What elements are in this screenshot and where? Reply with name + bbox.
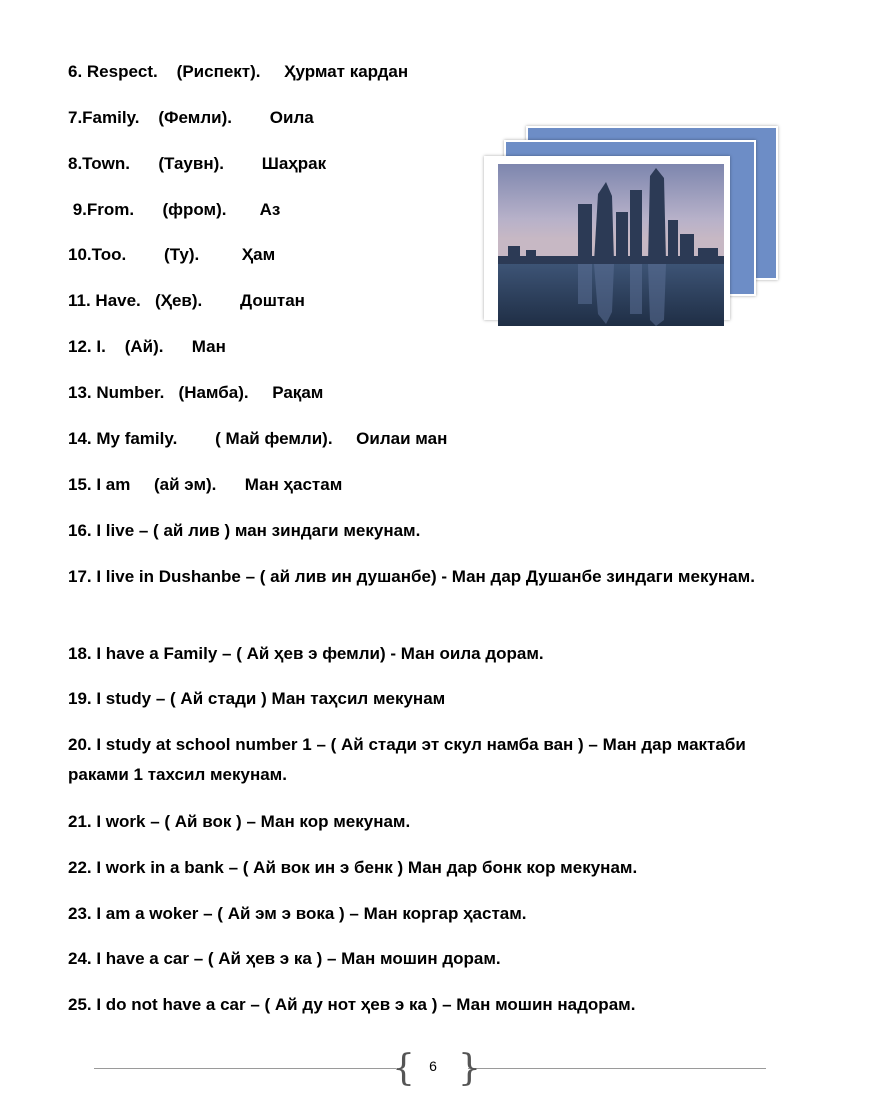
footer-rule-left [94,1068,396,1069]
vocab-line-23: 23. I am a woker – ( Ай эм э вока ) – Ман коргар ҳастам. [68,904,527,923]
vocab-line-22: 22. I work in a bank – ( Ай вок ин э бенк ) Ман дар бонк кор мекунам. [68,858,638,877]
vocab-line-7: 7.Family. (Фемли). Оила [68,108,314,127]
footer-right-brace-icon: } [458,1048,481,1089]
vocab-line-15: 15. I am (ай эм). Ман ҳастам [68,475,343,494]
page-number: 6 [429,1058,437,1074]
vocab-line-8: 8.Town. (Таувн). Шаҳрак [68,154,327,173]
vocab-line-13: 13. Number. (Намба). Рақам [68,383,324,402]
city-photo-stack [484,126,780,326]
footer-rule-right [468,1068,766,1069]
vocab-line-9: 9.From. (фром). Аз [68,200,281,219]
vocab-line-6: 6. Respect. (Риспект). Ҳурмат кардан [68,62,409,81]
photo-frame-front [484,156,730,320]
vocab-line-11: 11. Have. (Ҳев). Доштан [68,291,305,310]
vocab-line-18: 18. I have a Family – ( Ай ҳев э фемли) - Ман оила дорам. [68,644,544,663]
vocab-line-12: 12. I. (Ай). Ман [68,337,226,356]
city-skyline-photo [498,164,724,326]
vocab-line-14: 14. My family. ( Май фемли). Оилаи ман [68,429,448,448]
footer-left-brace-icon: { [392,1048,415,1089]
vocab-line-16: 16. I live – ( ай лив ) ман зиндаги мекунам. [68,521,421,540]
vocab-line-10: 10.Too. (Ту). Ҳам [68,245,276,264]
vocab-line-20: 20. I study at school number 1 – ( Ай стади эт скул намба ван ) – Ман дар мактаби раками 1 тахсил мекунам. [68,735,746,784]
vocab-line-17: 17. I live in Dushanbe – ( ай лив ин душанбе) - Ман дар Душанбе зиндаги мекунам. [68,567,755,586]
vocab-line-19: 19. I study – ( Ай стади ) Ман таҳсил мекунам [68,689,446,708]
vocab-line-25: 25. I do not have a car – ( Ай ду нот ҳев э ка ) – Ман мошин надорам. [68,995,636,1014]
vocab-line-24: 24. I have a car – ( Ай ҳев э ка ) – Ман мошин дорам. [68,949,501,968]
vocab-line-21: 21. I work – ( Ай вок ) – Ман кор мекунам. [68,812,411,831]
